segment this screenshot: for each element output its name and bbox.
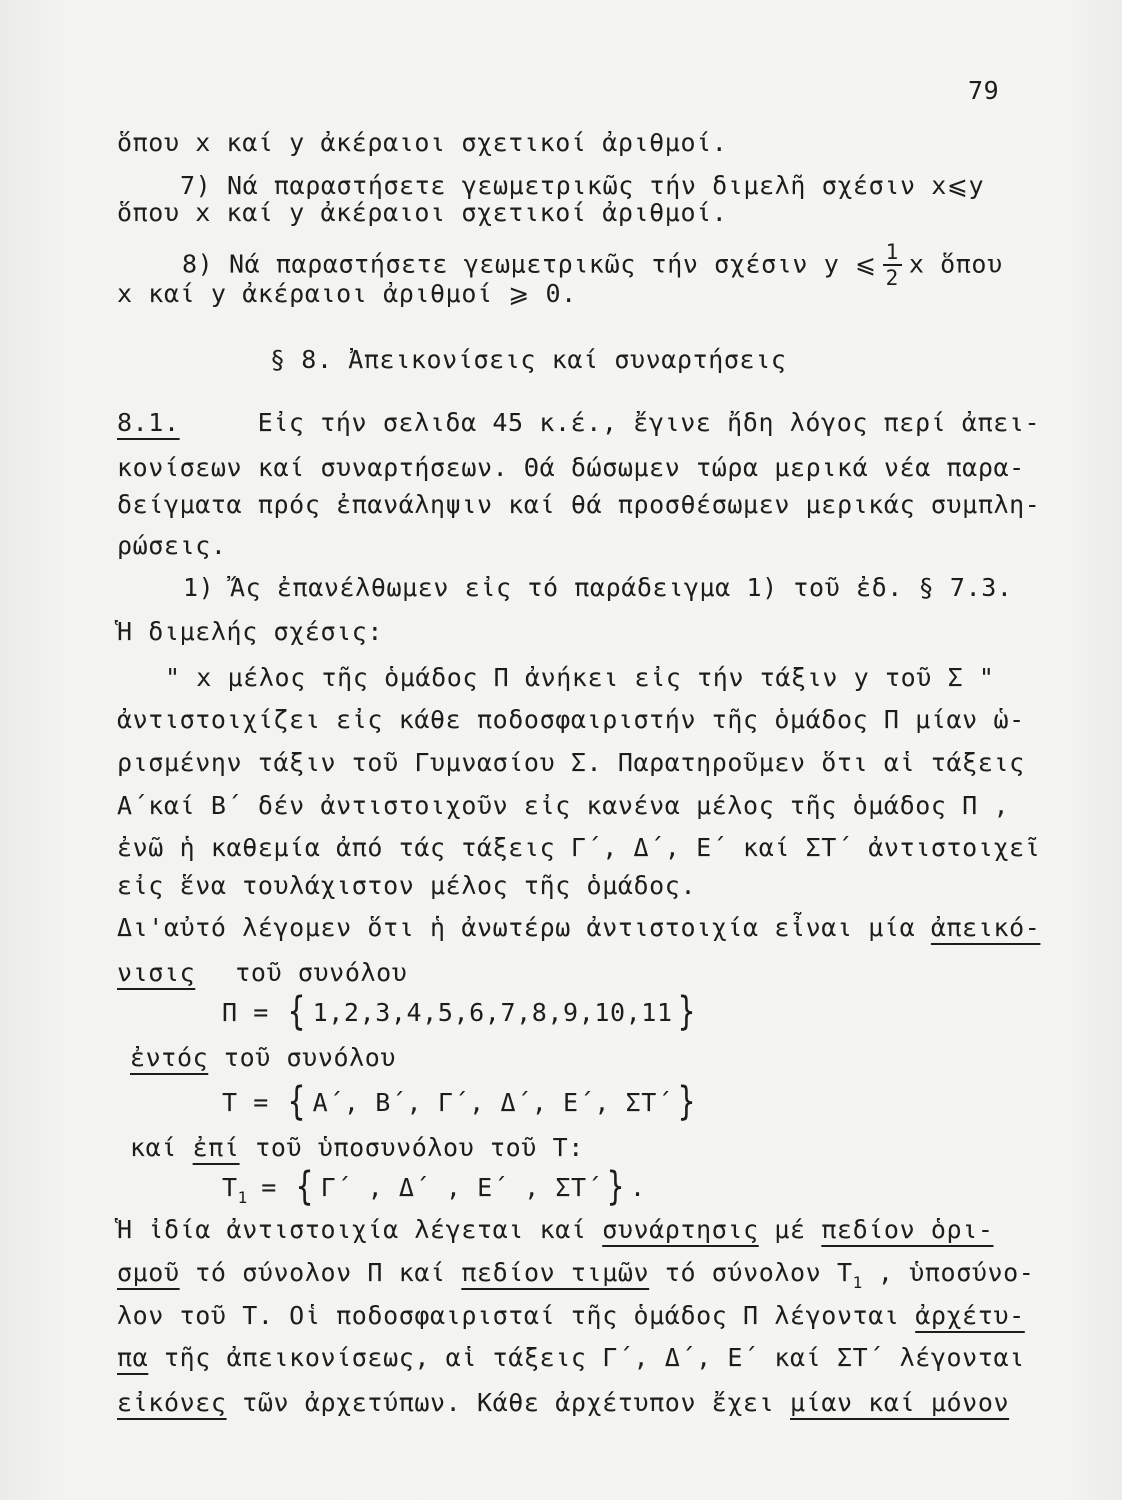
subsection-number: 8.1. — [117, 408, 180, 437]
conclusion-line-1 — [117, 913, 1040, 943]
set-t1-members: Γ΄ , Δ΄ , Ε΄ , ΣΤ΄ — [320, 1173, 603, 1202]
paragraph-8-1-line-2: κονίσεων καί συναρτήσεων. Θά δώσωμεν τώρα μερικά νέα παρα- — [117, 453, 1025, 482]
term-preimage-end: πα — [117, 1343, 149, 1372]
exercise-8-text-start: 8) Νά παραστήσετε γεωμετρικῶς τήν σχέσιν y ⩽ — [182, 249, 877, 279]
relation-statement: " x μέλος τῆς ὁμάδος Π ἀνήκει εἰς τήν τάξιν y τοῦ Σ " — [165, 663, 995, 692]
close-brace: } — [677, 988, 696, 1034]
fraction-denominator: 2 — [885, 266, 899, 290]
paragraph-8-1-line-3: δείγματα πρός ἐπανάληψιν καί θά προσθέσωμεν μερικάς συμπλη- — [117, 490, 1041, 519]
close-brace: } — [677, 1078, 696, 1124]
text: τῆς ἀπεικονίσεως, αἱ τάξεις Γ΄, Δ΄, Ε΄ καί ΣΤ΄ λέγονται — [148, 1343, 1025, 1372]
text: τό σύνολον Π καί — [179, 1258, 462, 1287]
example-1-line-5: εἰς ἕνα τουλάχιστον μέλος τῆς ὁμάδος. — [117, 871, 697, 900]
function-def-line-2 — [117, 1258, 1034, 1291]
paragraph-8-1-line-1 — [117, 408, 1040, 438]
text: , ὑποσύνο- — [862, 1258, 1035, 1287]
period: . — [630, 1173, 646, 1202]
conclusion-line-2 — [117, 958, 407, 988]
set-t-members: Α΄, Β΄, Γ΄, Δ΄, Ε΄, ΣΤ΄ — [312, 1088, 673, 1117]
into-text: τοῦ συνόλου — [208, 1043, 397, 1072]
exercise-7-line-2: ὅπου x καί y ἀκέραιοι σχετικοί ἀριθμοί. — [117, 198, 728, 227]
term-preimage: ἀρχέτυ- — [915, 1301, 1025, 1330]
function-def-line-5 — [117, 1388, 1009, 1418]
subscript: 1 — [852, 1273, 863, 1292]
conclusion-text: τοῦ συνόλου — [235, 958, 408, 987]
equals-sign: = — [261, 1173, 277, 1202]
exercise-6-continuation: ὅπου x καί y ἀκέραιοι σχετικοί ἀριθμοί. — [117, 128, 728, 157]
relation-label: Ἡ διμελής σχέσις: — [117, 617, 384, 646]
paragraph-text: Εἰς τήν σελιδα 45 κ.έ., ἔγινε ἤδη λόγος περί ἀπει- — [257, 408, 1041, 437]
term-one-and-only: μίαν καί μόνον — [790, 1388, 1010, 1417]
set-t-name: Τ = — [222, 1088, 269, 1117]
onto-pre: καί — [130, 1133, 193, 1162]
example-1-line-3: Α΄καί Β΄ δέν ἀντιστοιχοῦν εἰς κανένα μέλος τῆς ὁμάδος Π , — [117, 791, 1010, 820]
close-brace: } — [607, 1163, 626, 1209]
example-1-intro: 1) Ἄς ἐπανέλθωμεν εἰς τό παράδειγμα 1) τοῦ ἐδ. § 7.3. — [183, 573, 1013, 602]
text: Ἡ ἰδία ἀντιστοιχία λέγεται καί — [117, 1215, 603, 1244]
text: λον τοῦ Τ. Οἱ ποδοσφαιρισταί τῆς ὁμάδος Π λέγονται — [117, 1301, 916, 1330]
term-mapping-end: νισις — [117, 958, 196, 987]
term-mapping: ἀπεικό- — [930, 913, 1041, 942]
onto-text: τοῦ ὑποσυνόλου τοῦ Τ: — [239, 1133, 584, 1162]
function-def-line-1 — [117, 1215, 994, 1245]
page-number: 79 — [968, 76, 1000, 105]
section-heading: § 8. Ἀπεικονίσεις καί συναρτήσεις — [270, 345, 787, 374]
onto-line — [130, 1133, 584, 1163]
set-p-definition — [222, 988, 696, 1034]
term-onto: ἐπί — [192, 1133, 240, 1162]
example-1-line-4: ἐνῶ ἡ καθεμία ἀπό τάς τάξεις Γ΄, Δ΄, Ε΄ καί ΣΤ΄ ἀντιστοιχεῖ — [117, 833, 1041, 862]
exercise-8-text-end: x ὅπου — [908, 249, 1003, 279]
into-line — [130, 1043, 396, 1073]
term-images: εἰκόνες — [117, 1388, 227, 1417]
text: τό σύνολον Τ — [649, 1258, 853, 1287]
paragraph-8-1-line-4: ρώσεις. — [117, 531, 227, 560]
example-1-line-1: ἀντιστοιχίζει εἰς κάθε ποδοσφαιριστήν τῆς ὁμάδος Π μίαν ὡ- — [117, 705, 1025, 734]
example-1-line-2: ρισμένην τάξιν τοῦ Γυμνασίου Σ. Παρατηροῦμεν ὅτι αἱ τάξεις — [117, 748, 1025, 777]
open-brace: { — [287, 988, 306, 1034]
fraction-one-half — [883, 242, 902, 289]
fraction-numerator: 1 — [883, 242, 902, 266]
text: μέ — [758, 1215, 822, 1244]
term-range: πεδίον τιμῶν — [461, 1258, 650, 1287]
set-p-name: Π = — [222, 998, 269, 1027]
term-domain: πεδίον ὁρι- — [821, 1215, 994, 1244]
set-t1-definition — [222, 1163, 646, 1209]
open-brace: { — [287, 1078, 306, 1124]
open-brace: { — [295, 1163, 314, 1209]
exercise-8-line-2: x καί y ἀκέραιοι ἀριθμοί ⩾ 0. — [117, 279, 577, 308]
term-into: ἐντός — [130, 1043, 209, 1072]
function-def-line-3 — [117, 1301, 1025, 1331]
exercise-7-line-1: 7) Νά παραστήσετε γεωμετρικῶς τήν διμελῆ σχέσιν x⩽y — [180, 171, 985, 200]
set-t1-subscript: 1 — [237, 1188, 248, 1207]
function-def-line-4 — [117, 1343, 1025, 1373]
set-p-members: 1,2,3,4,5,6,7,8,9,10,11 — [312, 998, 673, 1027]
term-domain-end: σμοῦ — [117, 1258, 180, 1287]
set-t1-name: Τ — [222, 1173, 238, 1202]
term-function: συνάρτησις — [602, 1215, 759, 1244]
conclusion-text: Δι'αὐτό λέγομεν ὅτι ἡ ἀνωτέρω ἀντιστοιχία εἶναι μία — [117, 913, 931, 942]
text: τῶν ἀρχετύπων. Κάθε ἀρχέτυπον ἔχει — [226, 1388, 791, 1417]
set-t-definition — [222, 1078, 696, 1124]
